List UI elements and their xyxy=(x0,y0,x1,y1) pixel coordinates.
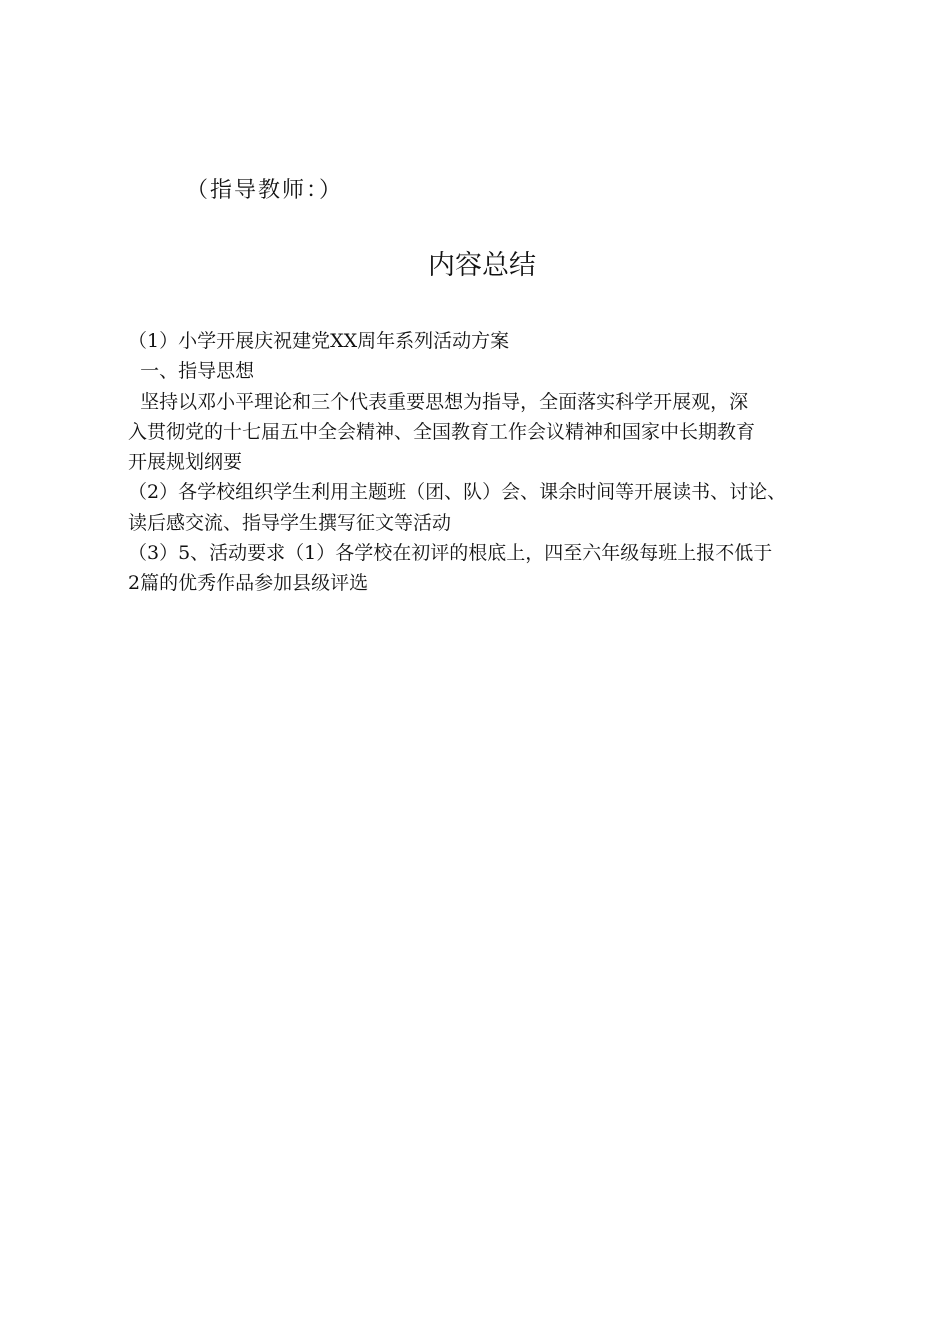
paragraph-line: （1）小学开展庆祝建党XX周年系列活动方案 xyxy=(128,330,510,352)
paragraph-line: （3）5、活动要求（1）各学校在初评的根底上，四至六年级每班上报不低于 xyxy=(128,542,773,565)
paragraph-line: 2篇的优秀作品参加县级评选 xyxy=(128,572,369,595)
paragraph-line: （2）各学校组织学生利用主题班（团、队）会、课余时间等开展读书、讨论、 xyxy=(128,481,787,504)
summary-heading: 内容总结 xyxy=(428,250,536,281)
paragraph-line: 坚持以邓小平理论和三个代表重要思想为指导，全面落实科学开展观，深 xyxy=(128,390,749,413)
advisor-teacher-line: （指导教师：） xyxy=(186,178,344,203)
paragraph-line: 入贯彻党的十七届五中全会精神、全国教育工作会议精神和国家中长期教育 xyxy=(128,420,756,443)
paragraph-line: 读后感交流、指导学生撰写征文等活动 xyxy=(128,511,452,534)
summary-body xyxy=(128,326,848,599)
paragraph-line: 一、指导思想 xyxy=(128,360,255,383)
paragraph-line: 开展规划纲要 xyxy=(128,451,243,474)
